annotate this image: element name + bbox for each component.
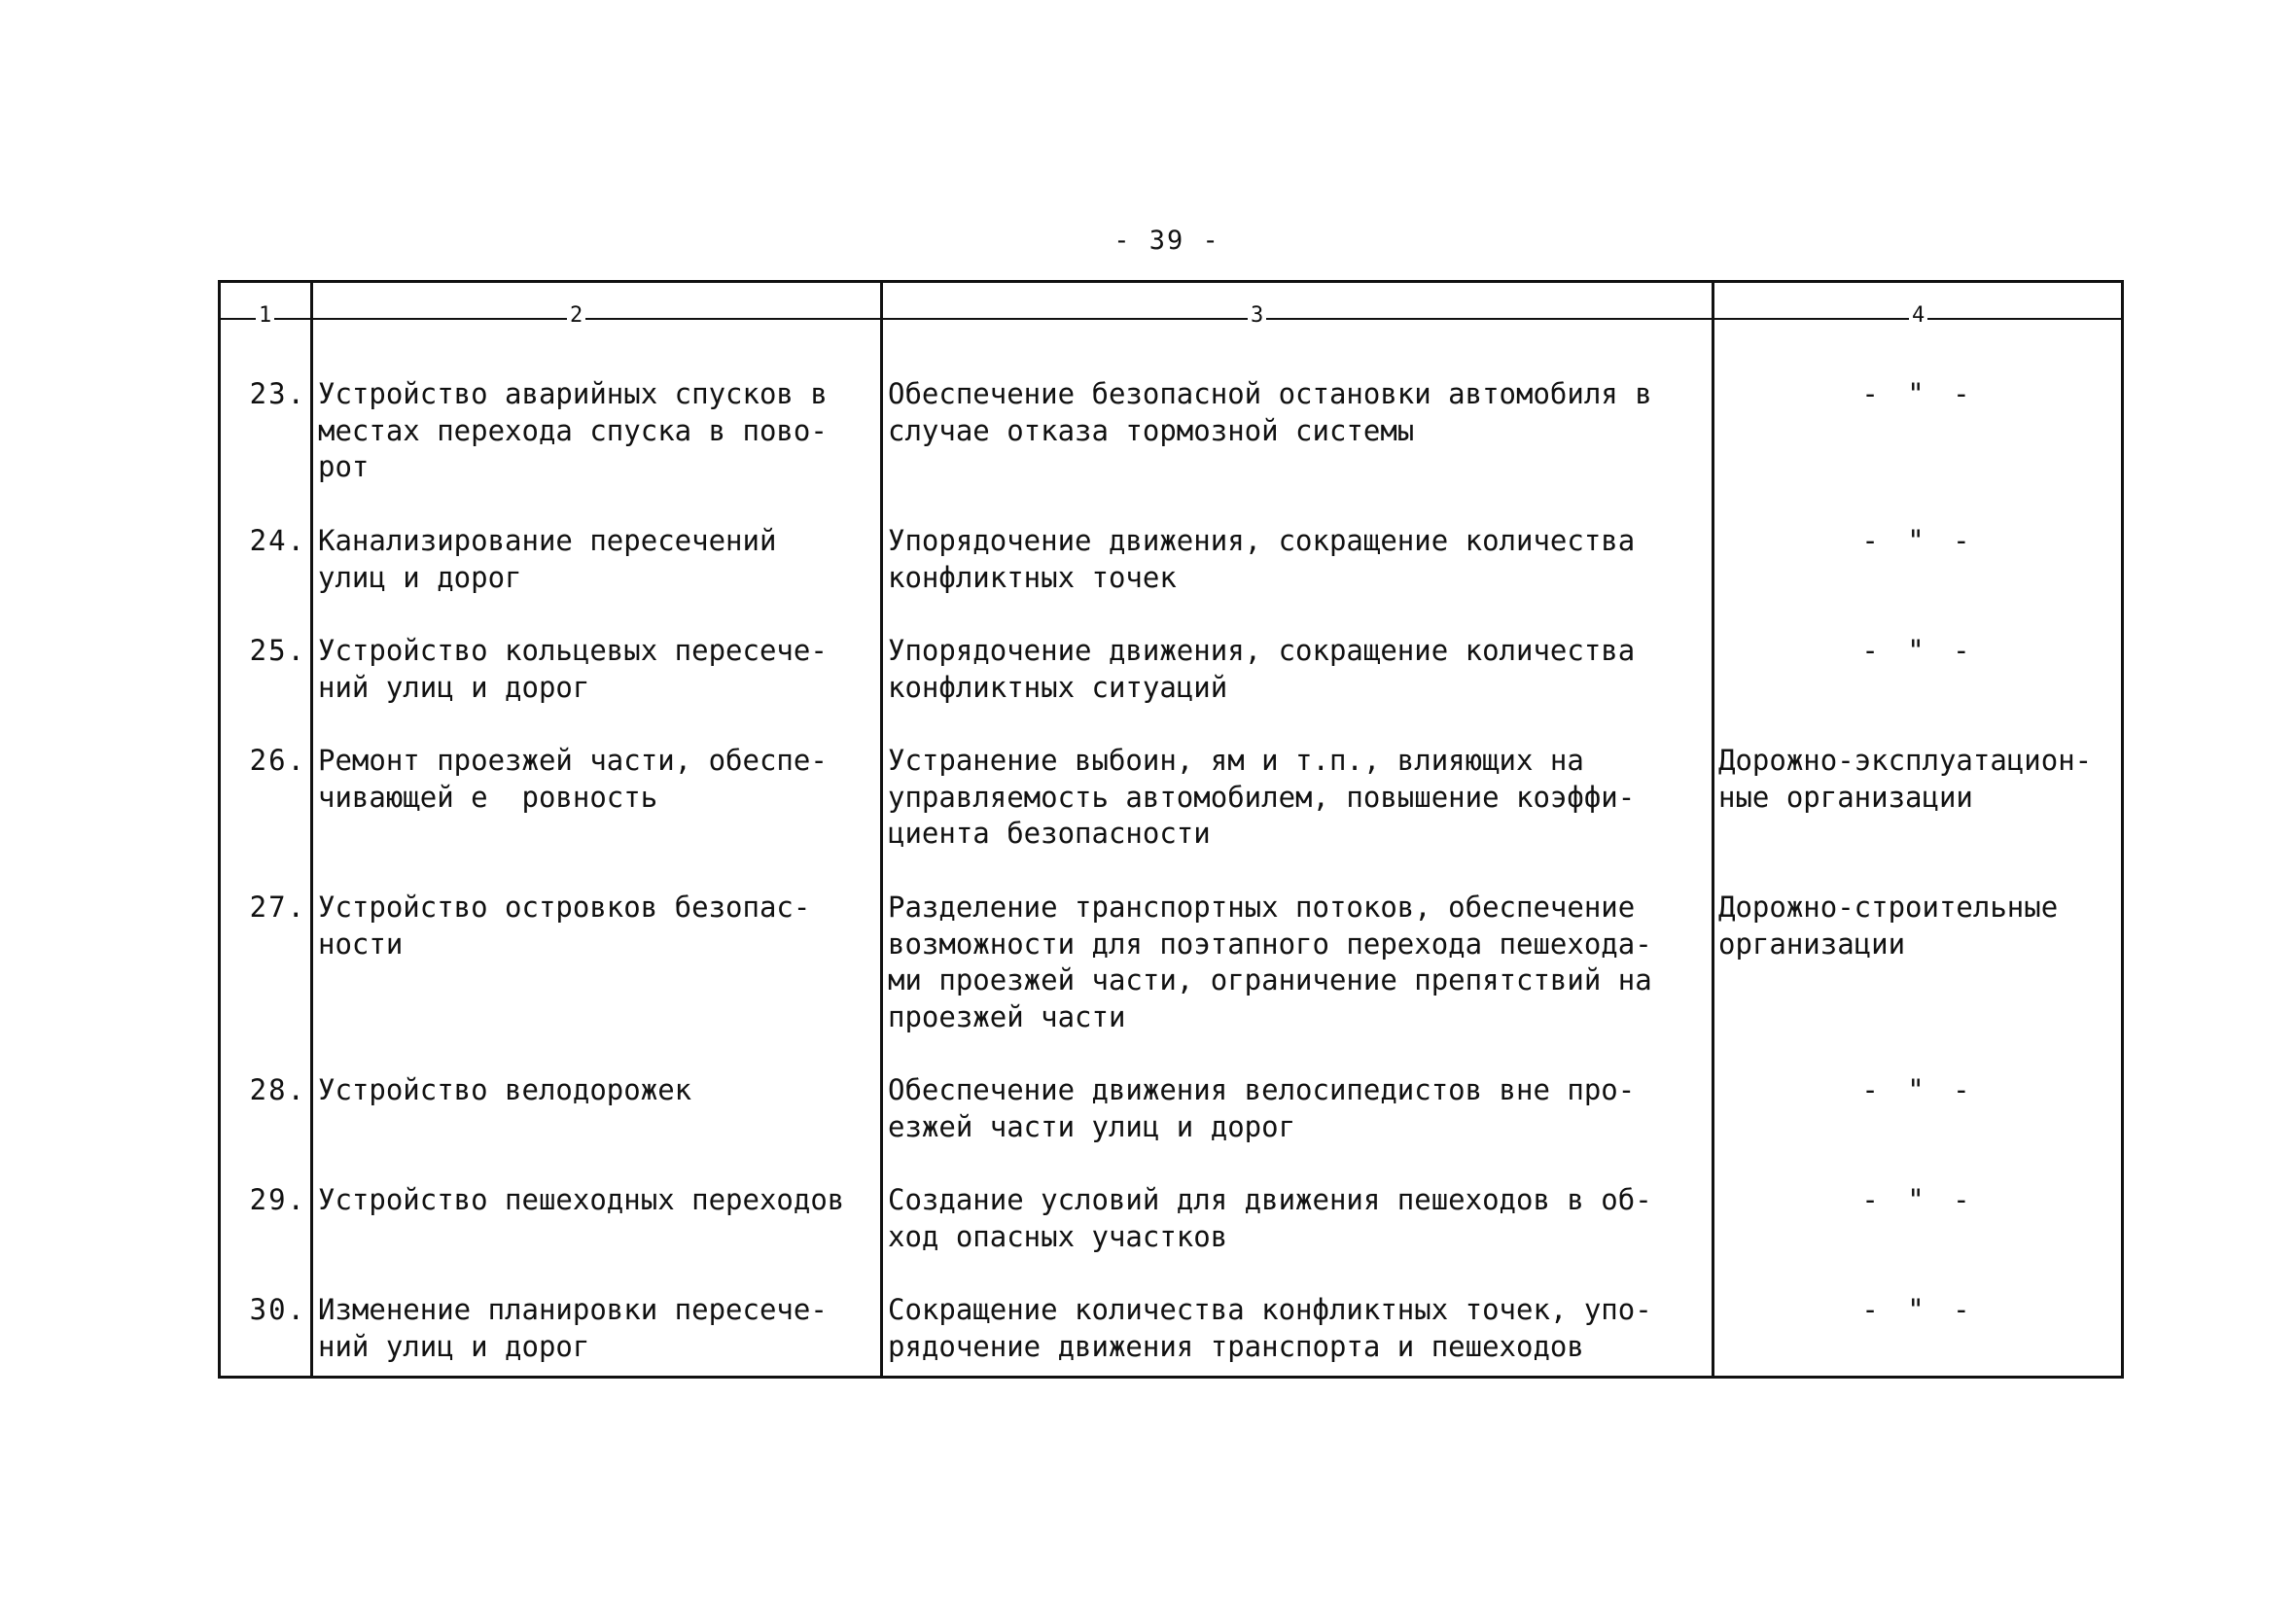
row-number: 28.	[249, 1073, 306, 1106]
purpose-cell: Упорядочение движения, сокращение количества конфликтных ситуаций	[888, 634, 1636, 704]
column-number-3: 3	[1248, 302, 1266, 330]
measure-cell: Устройство пешеходных переходов	[318, 1183, 845, 1216]
column-number-2: 2	[567, 302, 585, 330]
executor-cell: - " -	[1861, 377, 1976, 410]
row-number: 30.	[249, 1293, 306, 1326]
column-divider	[310, 283, 313, 1376]
purpose-cell: Упорядочение движения, сокращение количества конфликтных точек	[888, 524, 1636, 594]
row-number: 24.	[249, 524, 306, 557]
row-number: 26.	[249, 744, 306, 777]
measure-cell: Устройство велодорожек	[318, 1073, 692, 1106]
executor-cell: - " -	[1861, 1293, 1976, 1326]
measures-table	[218, 280, 2124, 1379]
purpose-cell: Создание условий для движения пешеходов в об- ход опасных участков	[888, 1183, 1652, 1253]
header-rule	[221, 318, 2121, 320]
executor-cell: - " -	[1861, 1073, 1976, 1106]
measure-cell: Устройство аварийных спусков в местах перехода спуска в пово- рот	[318, 377, 828, 483]
executor-cell: - " -	[1861, 1183, 1976, 1216]
purpose-cell: Сокращение количества конфликтных точек, упо- рядочение движения транспорта и пешеходов	[888, 1293, 1652, 1363]
executor-cell: Дорожно-эксплуатацион- ные организации	[1718, 744, 2093, 814]
measure-cell: Канализирование пересечений улиц и дорог	[318, 524, 777, 594]
measure-cell: Изменение планировки пересече- ний улиц и дорог	[318, 1293, 828, 1363]
row-number: 25.	[249, 634, 306, 667]
executor-cell: Дорожно-строительные организации	[1718, 891, 2059, 961]
row-number: 29.	[249, 1183, 306, 1216]
purpose-cell: Обеспечение движения велосипедистов вне про- езжей части улиц и дорог	[888, 1073, 1636, 1143]
measure-cell: Устройство островков безопас- ности	[318, 891, 811, 961]
column-number-4: 4	[1909, 302, 1927, 330]
column-number-1: 1	[256, 302, 274, 330]
measure-cell: Ремонт проезжей части, обеспе- чивающей е ровность	[318, 744, 828, 814]
purpose-cell: Обеспечение безопасной остановки автомобиля в случае отказа тормозной системы	[888, 377, 1652, 447]
purpose-cell: Разделение транспортных потоков, обеспечение возможности для поэтапного перехода пешехода- ми проезжей части, ограничение препятствий на проезжей части	[888, 891, 1652, 1033]
row-number: 27.	[249, 891, 306, 924]
page-number: - 39 -	[1113, 226, 1220, 256]
executor-cell: - " -	[1861, 524, 1976, 557]
executor-cell: - " -	[1861, 634, 1976, 667]
row-number: 23.	[249, 377, 306, 410]
purpose-cell: Устранение выбоин, ям и т.п., влияющих на управляемость автомобилем, повышение коэффи- циента безопасности	[888, 744, 1636, 850]
measure-cell: Устройство кольцевых пересече- ний улиц и дорог	[318, 634, 828, 704]
